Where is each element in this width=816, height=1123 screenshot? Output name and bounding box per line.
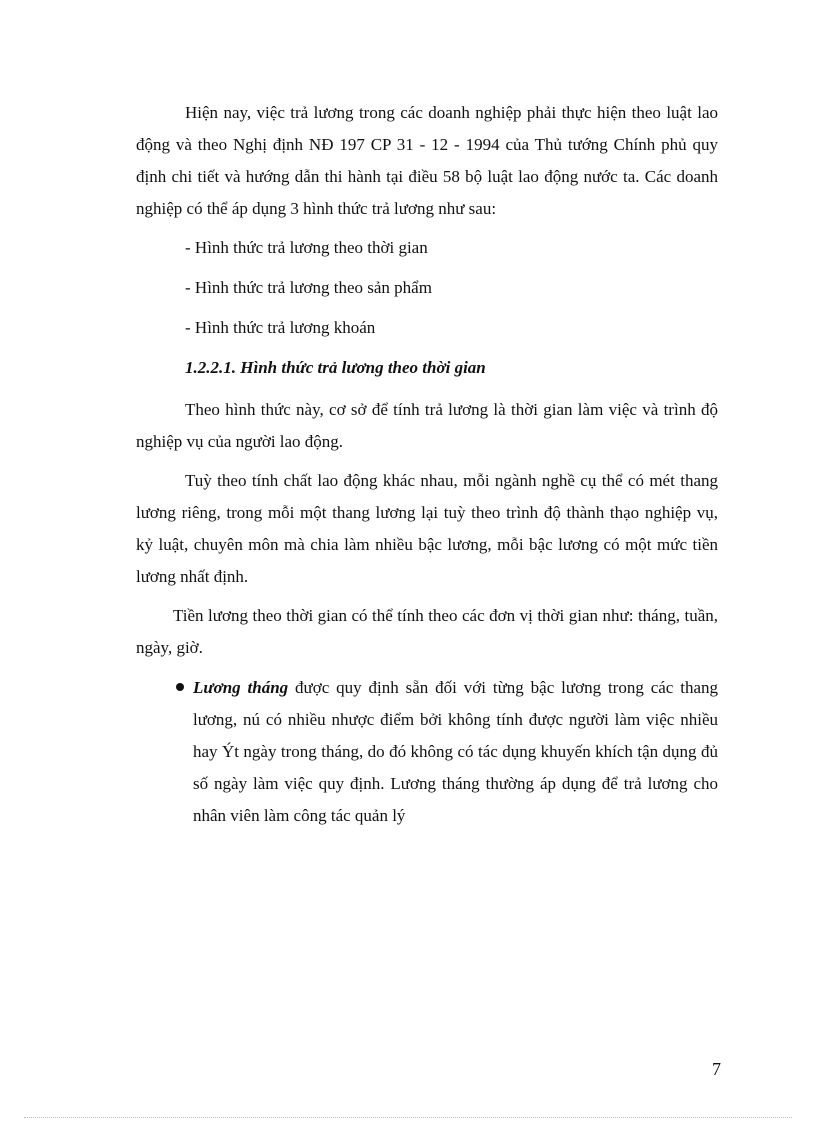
page-number: 7 bbox=[712, 1059, 721, 1079]
bullet-term: Lương tháng bbox=[193, 678, 289, 697]
list-item-product-based: - Hình thức trả lương theo sản phẩm bbox=[185, 278, 432, 297]
paragraph-scale: Tuỳ theo tính chất lao động khác nhau, mỗi ngành nghề cụ thể có mét thang lương riêng, trong mỗi một thang lương lại tuỳ theo trình độ thành thạo nghiệp vụ, kỷ luật, chuyên môn mà chia làm nhiều bậc lương, mỗi bậc lương có một mức tiền lương nhất định. bbox=[136, 471, 718, 586]
bullet-monthly-salary bbox=[136, 672, 718, 832]
bullet-text: được quy định sẵn đối với từng bậc lương trong các thang lương, nú có nhiều nhược điểm bởi không tính được người làm việc nhiều hay Ýt ngày trong tháng, do đó không có tác dụng khuyến khích tận dụng đủ số ngày làm việc quy định. Lương tháng thường áp dụng để trả lương cho nhân viên làm công tác quản lý bbox=[193, 678, 718, 825]
section-heading: 1.2.2.1. Hình thức trả lương theo thời gian bbox=[185, 358, 486, 377]
bullet-dot-icon bbox=[176, 683, 184, 691]
list-item-time-based: - Hình thức trả lương theo thời gian bbox=[185, 238, 428, 257]
paragraph-units: Tiền lương theo thời gian có thể tính theo các đơn vị thời gian như: tháng, tuần, ngày, giờ. bbox=[136, 606, 718, 657]
body-text bbox=[136, 97, 718, 832]
page-bottom-divider bbox=[24, 1117, 792, 1118]
list-item-contract-based: - Hình thức trả lương khoán bbox=[185, 318, 376, 337]
paragraph-basis: Theo hình thức này, cơ sở để tính trả lương là thời gian làm việc và trình độ nghiệp vụ của người lao động. bbox=[136, 400, 718, 451]
paragraph-intro: Hiện nay, việc trả lương trong các doanh nghiệp phải thực hiện theo luật lao động và theo Nghị định NĐ 197 CP 31 - 12 - 1994 của Thủ tướng Chính phủ quy định chi tiết và hướng dẫn thi hành tại điều 58 bộ luật lao động nước ta. Các doanh nghiệp có thể áp dụng 3 hình thức trả lương như sau: bbox=[136, 103, 718, 218]
